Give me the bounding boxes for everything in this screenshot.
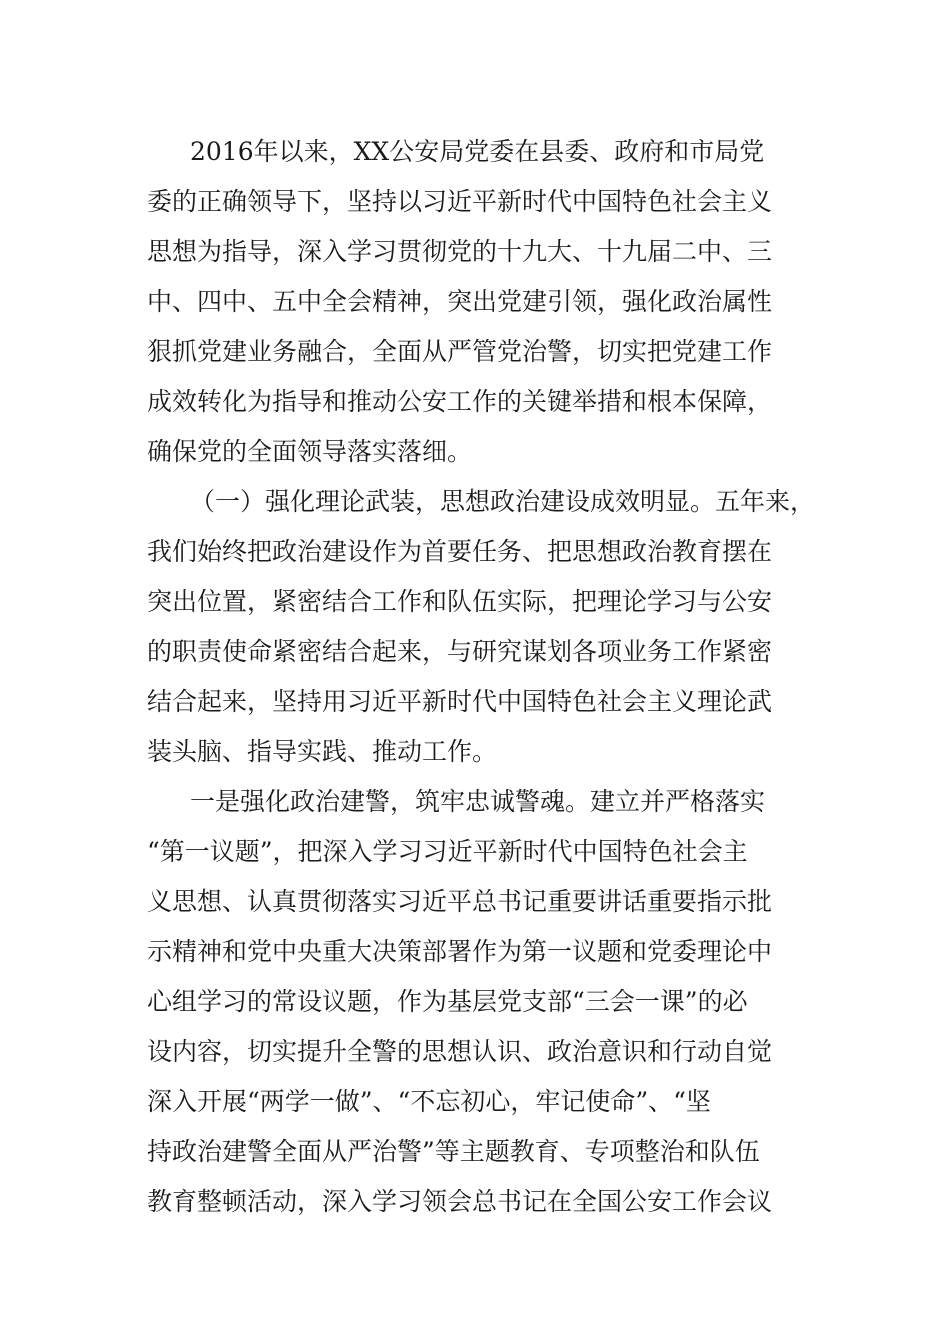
text-line-2: 委的正确领导下，坚持以习近平新时代中国特色社会主义 <box>147 187 773 216</box>
text-line-12: 结合起来，坚持用习近平新时代中国特色社会主义理论武 <box>147 687 773 716</box>
text-line-20: 深入开展“两学一做”、“不忘初心，牢记使命”、“坚 <box>147 1087 711 1116</box>
text-line-11: 的职责使命紧密结合起来，与研究谋划各项业务工作紧密 <box>147 637 773 666</box>
text-line-6: 成效转化为指导和推动公安工作的关键举措和根本保障， <box>147 387 773 416</box>
text-line-1: 2016年以来，XX公安局党委在县委、政府和市局党 <box>190 137 765 166</box>
text-line-5: 狠抓党建业务融合，全面从严管党治警，切实把党建工作 <box>147 337 773 366</box>
text-line-7: 确保党的全面领导落实落细。 <box>147 437 473 466</box>
text-line-13: 装头脑、指导实践、推动工作。 <box>147 737 498 766</box>
text-line-16: 义思想、认真贯彻落实习近平总书记重要讲话重要指示批 <box>147 887 773 916</box>
text-line-19: 设内容，切实提升全警的思想认识、政治意识和行动自觉 <box>147 1037 773 1066</box>
text-line-9: 我们始终把政治建设作为首要任务、把思想政治教育摆在 <box>147 537 773 566</box>
text-line-22: 教育整顿活动，深入学习领会总书记在全国公安工作会议 <box>147 1187 773 1216</box>
text-line-15: “第一议题”，把深入学习习近平新时代中国特色社会主 <box>147 837 748 866</box>
text-line-18: 心组学习的常设议题，作为基层党支部“三会一课”的必 <box>147 987 748 1016</box>
text-line-8: （一）强化理论武装，思想政治建设成效明显。五年来， <box>190 487 816 516</box>
text-line-17: 示精神和党中央重大决策部署作为第一议题和党委理论中 <box>147 937 773 966</box>
text-line-3: 思想为指导，深入学习贯彻党的十九大、十九届二中、三 <box>147 237 773 266</box>
text-line-14: 一是强化政治建警，筑牢忠诚警魂。建立并严格落实 <box>190 787 766 816</box>
text-line-10: 突出位置，紧密结合工作和队伍实际，把理论学习与公安 <box>147 587 773 616</box>
text-line-21: 持政治建警全面从严治警”等主题教育、专项整治和队伍 <box>147 1137 760 1166</box>
text-line-4: 中、四中、五中全会精神，突出党建引领，强化政治属性 <box>147 287 773 316</box>
